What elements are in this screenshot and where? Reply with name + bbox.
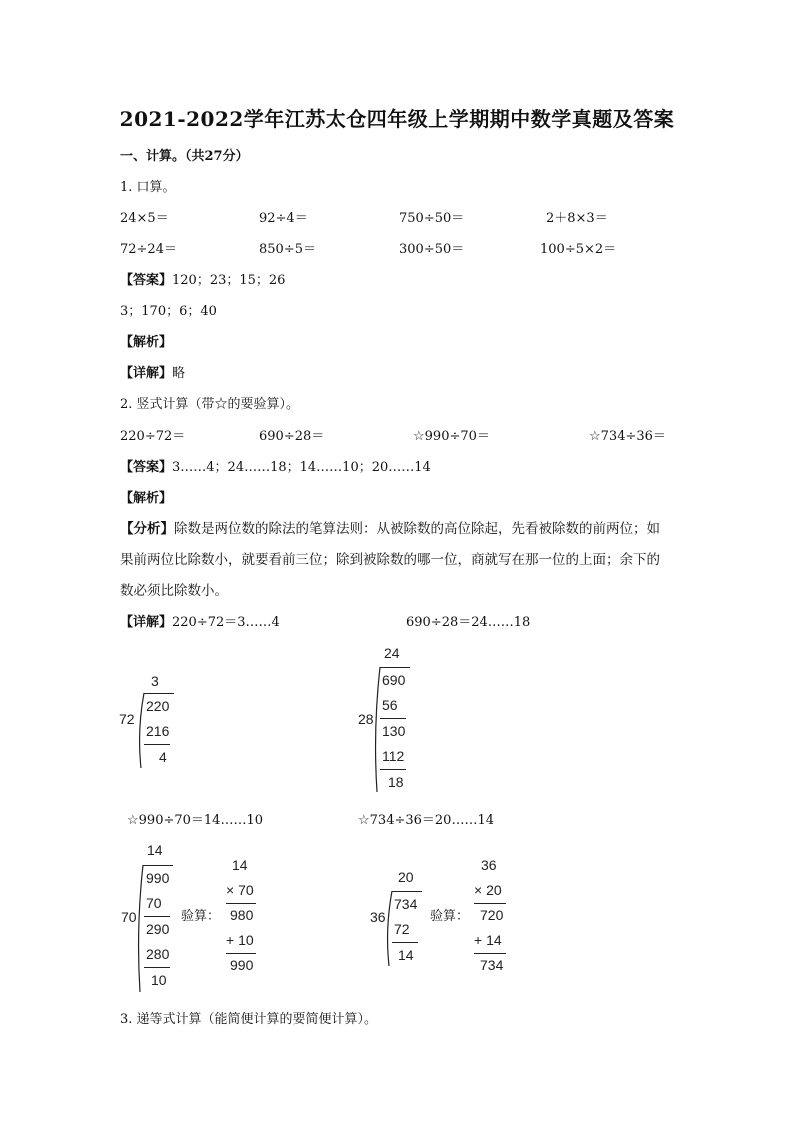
div3-check-line-2 xyxy=(226,953,256,954)
div3-check-b: × 70 xyxy=(226,882,254,898)
q1-answer-line xyxy=(120,274,285,287)
section-1-heading: 一、计算。（共27分） xyxy=(120,149,249,164)
div4-check-line-2 xyxy=(474,953,506,954)
fenxi-text-3: 数必须比除数小。 xyxy=(120,583,228,599)
div3-check-sum: 990 xyxy=(230,957,254,973)
q2-answer: 3……4；24……18；14……10；20……14 xyxy=(172,460,431,475)
detail-tag: 【详解】 xyxy=(120,366,173,381)
answer-tag: 【答案】 xyxy=(120,273,173,288)
div3-sub-line-1 xyxy=(144,916,170,917)
div4-check-a: 36 xyxy=(481,857,497,873)
div2-remainder-1: 130 xyxy=(382,723,406,739)
q1-item: 100÷5×2＝ xyxy=(540,242,617,257)
q2-problem: ☆990÷70＝ xyxy=(413,429,490,444)
q2-label: 2. 竖式计算（带☆的要验算）。 xyxy=(120,397,300,412)
div3-quotient: 14 xyxy=(147,842,163,858)
div4-top-line xyxy=(392,891,422,892)
div3-check-line-1 xyxy=(226,903,256,904)
q1-detail-line xyxy=(120,367,185,380)
div4-check-b: × 20 xyxy=(474,882,502,898)
q2-detail-line xyxy=(120,616,280,629)
div2-dividend: 690 xyxy=(382,672,406,688)
q1-answer-1: 120；23；15；26 xyxy=(172,273,286,288)
div3-check-add: + 10 xyxy=(226,932,254,948)
div4-sub-line-1 xyxy=(392,942,418,943)
fenxi-tag: 【分析】 xyxy=(120,521,174,537)
div3-remainder-1: 290 xyxy=(146,921,170,937)
page-title: 2021-2022学年江苏太仓四年级上学期期中数学真题及答案 xyxy=(119,107,675,131)
div3-check-a: 14 xyxy=(232,857,248,873)
q1-item: 24×5＝ xyxy=(120,211,169,226)
q1-item: 92÷4＝ xyxy=(259,211,308,226)
div3-bracket xyxy=(136,865,146,993)
div4-check-line-1 xyxy=(474,903,506,904)
div3-remainder: 10 xyxy=(151,972,167,988)
div3-dividend: 990 xyxy=(146,870,170,886)
detail-tag: 【详解】 xyxy=(120,615,173,630)
div4-remainder: 14 xyxy=(398,947,414,963)
q2-problem: ☆734÷36＝ xyxy=(589,429,666,444)
q1-item: 72÷24＝ xyxy=(120,242,177,257)
div3-top-line xyxy=(143,865,173,866)
q2-eq-1: 220÷72＝3……4 xyxy=(172,615,280,630)
div3-check-product: 980 xyxy=(230,907,254,923)
fenxi-line-1 xyxy=(120,523,660,537)
analysis-tag: 【解析】 xyxy=(120,335,173,350)
div2-divisor: 28 xyxy=(358,711,374,727)
fenxi-text-1: 除数是两位数的除法的笔算法则：从被除数的高位除起，先看被除数的前两位；如 xyxy=(174,521,660,537)
div1-divisor: 72 xyxy=(119,711,135,727)
div1-product: 216 xyxy=(146,723,170,739)
div4-product-1: 72 xyxy=(394,921,410,937)
q3-label: 3. 递等式计算（能简便计算的要简便计算）。 xyxy=(120,1012,378,1027)
div4-check-label: 验算： xyxy=(430,909,470,924)
answer-tag: 【答案】 xyxy=(120,460,173,475)
q2-eq-4: ☆734÷36＝20……14 xyxy=(358,813,494,828)
div1-remainder: 4 xyxy=(159,749,167,765)
q1-item: 850÷5＝ xyxy=(259,242,316,257)
q2-eq-2: 690÷28＝24……18 xyxy=(406,615,531,630)
div1-top-line xyxy=(144,693,174,694)
div2-sub-line-1 xyxy=(380,718,406,719)
div2-sub-line-2 xyxy=(380,769,406,770)
q1-answer-2: 3；170；6；40 xyxy=(120,304,217,319)
div4-check-add: + 14 xyxy=(474,932,502,948)
div1-sub-line xyxy=(144,744,170,745)
div2-remainder: 18 xyxy=(388,774,404,790)
div4-check-product: 720 xyxy=(480,907,504,923)
div1-quotient: 3 xyxy=(151,673,159,689)
div3-divisor: 70 xyxy=(121,909,137,925)
q1-item: 750÷50＝ xyxy=(399,211,465,226)
div2-top-line xyxy=(380,667,410,668)
div4-quotient: 20 xyxy=(398,869,414,885)
q2-eq-3: ☆990÷70＝14……10 xyxy=(127,813,263,828)
div3-product-1: 70 xyxy=(146,895,162,911)
q1-item: 2＋8×3＝ xyxy=(546,211,608,226)
q1-item: 300÷50＝ xyxy=(399,242,465,257)
div2-quotient: 24 xyxy=(384,645,400,661)
div3-sub-line-2 xyxy=(144,967,170,968)
q2-problem: 220÷72＝ xyxy=(120,429,186,444)
q2-answer-line xyxy=(120,461,431,474)
q2-problem: 690÷28＝ xyxy=(259,429,325,444)
div3-check-label: 验算： xyxy=(181,909,221,924)
q1-detail: 略 xyxy=(172,366,186,381)
analysis-tag: 【解析】 xyxy=(120,491,173,506)
div4-check-sum: 734 xyxy=(480,957,504,973)
div2-product-1: 56 xyxy=(382,697,398,713)
div3-product-2: 280 xyxy=(146,946,170,962)
div4-divisor: 36 xyxy=(370,909,386,925)
div1-dividend: 220 xyxy=(146,698,170,714)
fenxi-text-2: 果前两位比除数小，就要看前三位；除到被除数的哪一位，商就写在那一位的上面；余下的 xyxy=(120,552,660,568)
div2-product-2: 112 xyxy=(382,748,405,764)
div4-dividend: 734 xyxy=(394,896,418,912)
q1-label: 1. 口算。 xyxy=(120,180,176,195)
